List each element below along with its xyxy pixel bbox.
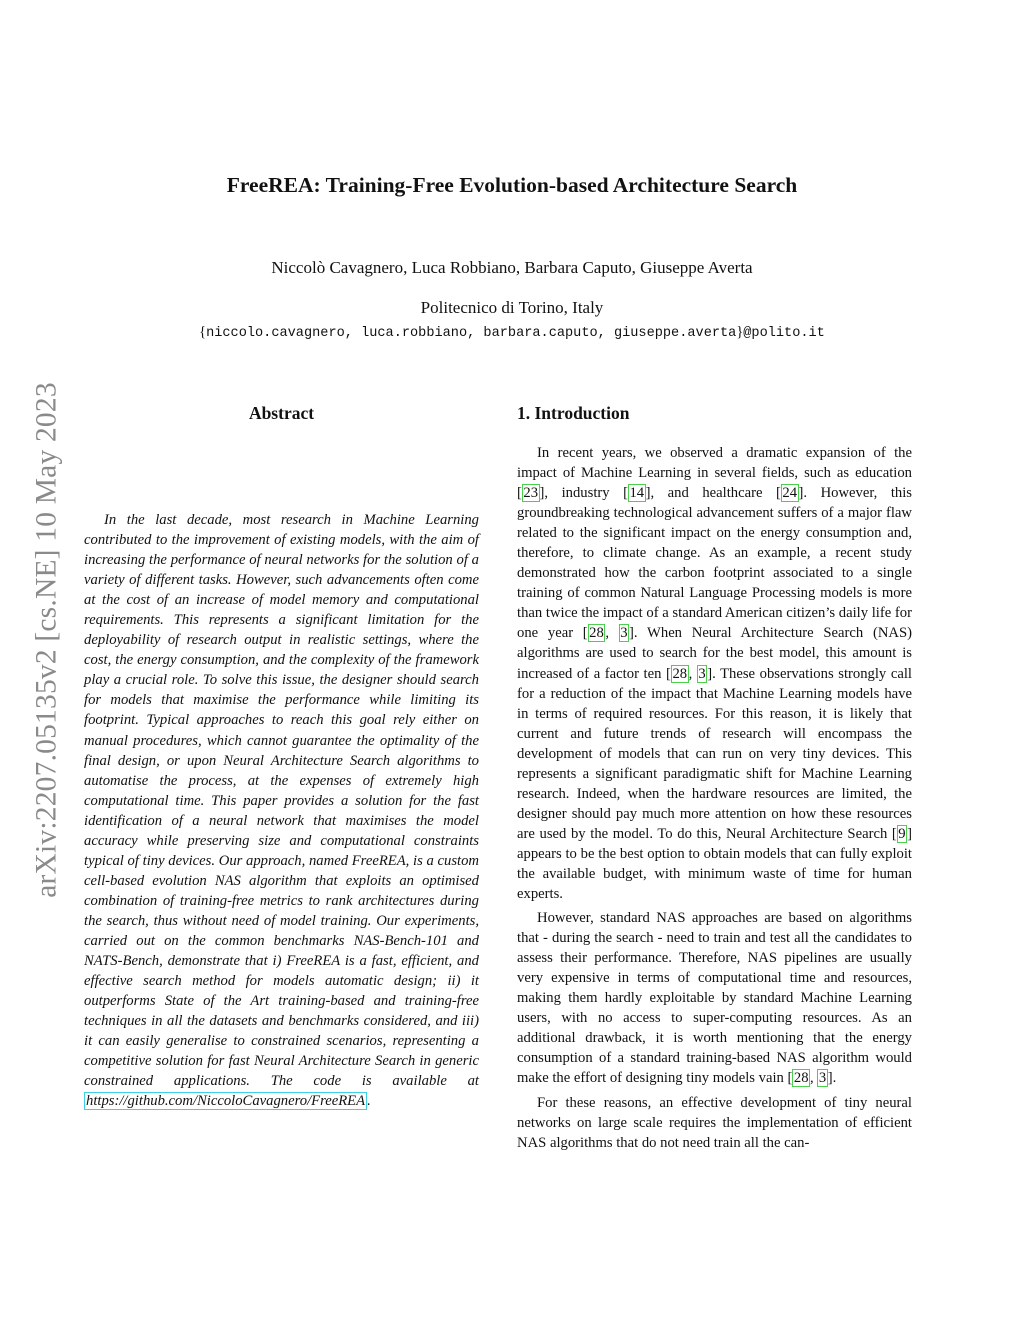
text-run: , xyxy=(810,1070,818,1087)
email-brace-close: } xyxy=(736,324,744,340)
abstract-body xyxy=(84,510,479,1111)
paper-title: FreeREA: Training-Free Evolution-based Architecture Search xyxy=(226,173,798,197)
text-run: ]. When Neural Architecture Search (NAS) algorithms are used to search for the best model, this amount is increased of a factor ten [ xyxy=(517,625,912,682)
author-emails xyxy=(0,324,1024,341)
email-brace-open: { xyxy=(199,324,207,340)
email-addresses: niccolo.cavagnero, luca.robbiano, barbara.caputo, giuseppe.averta xyxy=(206,326,737,341)
citation-link[interactable]: 23 xyxy=(523,485,539,502)
affiliation: Politecnico di Torino, Italy xyxy=(420,298,604,317)
citation-link[interactable]: 28 xyxy=(672,665,688,682)
citation-link[interactable]: 3 xyxy=(818,1070,827,1087)
abstract-heading: Abstract xyxy=(248,403,315,423)
introduction-paragraph-2 xyxy=(517,908,912,1088)
author-list: Niccolò Cavagnero, Luca Robbiano, Barbara Caputo, Giuseppe Averta xyxy=(271,258,753,277)
text-run: ]. xyxy=(827,1070,837,1087)
text-run: , xyxy=(605,625,619,642)
text-run: , xyxy=(688,665,697,682)
citation-link[interactable]: 28 xyxy=(589,625,604,642)
email-domain: @polito.it xyxy=(743,326,825,341)
citation-link[interactable]: 14 xyxy=(629,485,645,502)
text-run: In recent years, we observed a dramatic expansion of the impact of Machine Learning in several fields, such as education [ xyxy=(517,445,912,502)
introduction-heading: 1. Introduction xyxy=(517,403,630,423)
citation-link[interactable]: 3 xyxy=(698,665,706,682)
introduction-body xyxy=(517,443,912,1157)
code-repository-link[interactable]: https://github.com/NiccoloCavagnero/FreeREA xyxy=(86,1093,366,1110)
text-run: ]. These observations strongly call for a reduction of the impact that Machine Learning models have in terms of required resources. For this reason, it is likely that current and future trends of research will encompass the development of models that can run on very tiny devices. This represents a significant paradigmatic shift for Machine Learning research. Indeed, when the hardware resources are limited, the designer should pay much more attention on how these resources are used by the model. To do this, Neural Architecture Search [ xyxy=(517,665,912,842)
citation-link[interactable]: 3 xyxy=(620,625,628,642)
text-run: However, standard NAS approaches are based on algorithms that - during the search - need to train and test all the candidates to assess their performance. Therefore, NAS pipelines are usually very expensive in terms of computational time and resources, making them hardly exploitable by standard Machine Learning users, with no access to super-computing resources. As an additional drawback, it is worth mentioning that the energy consumption of a standard training-based NAS algorithm would make the effort of designing tiny models vain [ xyxy=(517,910,912,1087)
text-run: ]. However, this groundbreaking technological advancement suffers of a major flaw related to the significant impact on the energy consumption and, therefore, to climate change. As an example, a recent study demonstrated how the carbon footprint associated to a single training of common Natural Language Processing models is more than twice the impact of a standard American citizen’s daily life for one year [ xyxy=(517,485,912,642)
citation-link[interactable]: 9 xyxy=(898,825,906,842)
arxiv-stamp xyxy=(0,0,70,1325)
text-run: ], and healthcare [ xyxy=(645,485,781,502)
arxiv-identifier: arXiv:2207.05135v2 [cs.NE] 10 May 2023 xyxy=(30,382,63,898)
abstract-end: . xyxy=(367,1093,371,1110)
text-run: ], industry [ xyxy=(539,485,628,502)
citation-link[interactable]: 24 xyxy=(782,485,798,502)
text-run: ] appears to be the best option to obtain models that can fully exploit the available budget, with minimum waste of time for human experts. xyxy=(517,825,912,903)
introduction-paragraph-1 xyxy=(517,443,912,904)
introduction-paragraph-3: For these reasons, an effective development of tiny neural networks on large scale requires the implementation of efficient NAS algorithms that do not need train all the can- xyxy=(517,1094,912,1151)
abstract-text: In the last decade, most research in Machine Learning contributed to the improvement of existing models, with the aim of increasing the performance of neural networks for the solution of a variety of different tasks. However, such advancements often come at the cost of an increase of model memory and computational requirements. This represents a significant limitation for the deployability of research output in realistic settings, where the cost, the energy consumption, and the complexity of the framework play a crucial role. To solve this issue, the designer should search for models that maximise the performance while limiting its footprint. Typical approaches to reach this goal rely either on manual procedures, which cannot guarantee the optimality of the final design, or upon Neural Architecture Search algorithms to automatise the process, at the expenses of extremely high computational time. This paper provides a solution for the fast identification of a neural network that maximises the model accuracy while preserving size and computational constraints typical of tiny devices. Our approach, named FreeREA, is a custom cell-based evolution NAS algorithm that exploits an optimised combination of training-free metrics to rank architectures during the search, thus without need of model training. Our experiments, carried out on the common benchmarks NAS-Bench-101 and NATS-Bench, demonstrate that i) FreeREA is a fast, efficient, and effective search method for models automatic design; ii) it outperforms State of the Art training-based and training-free techniques in all the datasets and benchmarks considered, and iii) it can easily generalise to constrained scenarios, representing a competitive solution for fast Neural Architecture Search in generic constrained applications. The code is available at xyxy=(84,512,479,1090)
citation-link[interactable]: 28 xyxy=(793,1070,809,1087)
abstract-paragraph xyxy=(84,510,479,1111)
